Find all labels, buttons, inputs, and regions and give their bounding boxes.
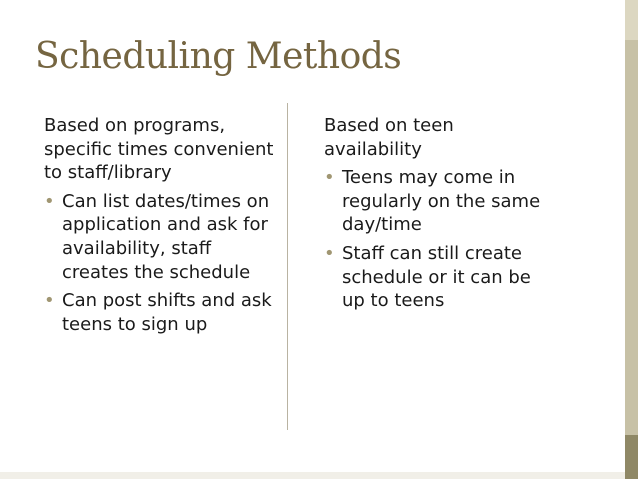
left-bullet-list (44, 190, 280, 337)
bullet-text: Can list dates/times on application and ask for availability, staff creates the schedule (62, 190, 270, 283)
left-column-intro: Based on programs, specific times convenient to staff/library (44, 115, 274, 184)
right-bullet-list (324, 166, 556, 313)
bullet-text: Staff can still create schedule or it can be up to teens (342, 242, 531, 312)
bottom-band (0, 472, 625, 479)
bullet-text: Teens may come in regularly on the same day/time (342, 167, 541, 236)
column-divider (287, 103, 288, 430)
bullet-icon: • (44, 190, 55, 212)
list-item (44, 190, 280, 284)
decorative-accent-bar (625, 0, 638, 479)
bullet-text: Can post shifts and ask teens to sign up (62, 290, 272, 335)
left-column (44, 114, 280, 336)
accent-bar-middle (625, 40, 638, 435)
bullet-icon: • (324, 167, 335, 189)
slide-title: Scheduling Methods (35, 36, 402, 77)
list-item (324, 166, 556, 237)
right-column (324, 114, 556, 313)
bullet-icon: • (44, 290, 55, 312)
right-column-intro: Based on teen availability (324, 115, 454, 160)
list-item (324, 242, 556, 313)
bullet-icon: • (324, 242, 335, 264)
list-item (44, 289, 280, 336)
accent-bar-bottom (625, 435, 638, 479)
accent-bar-top (625, 0, 638, 40)
